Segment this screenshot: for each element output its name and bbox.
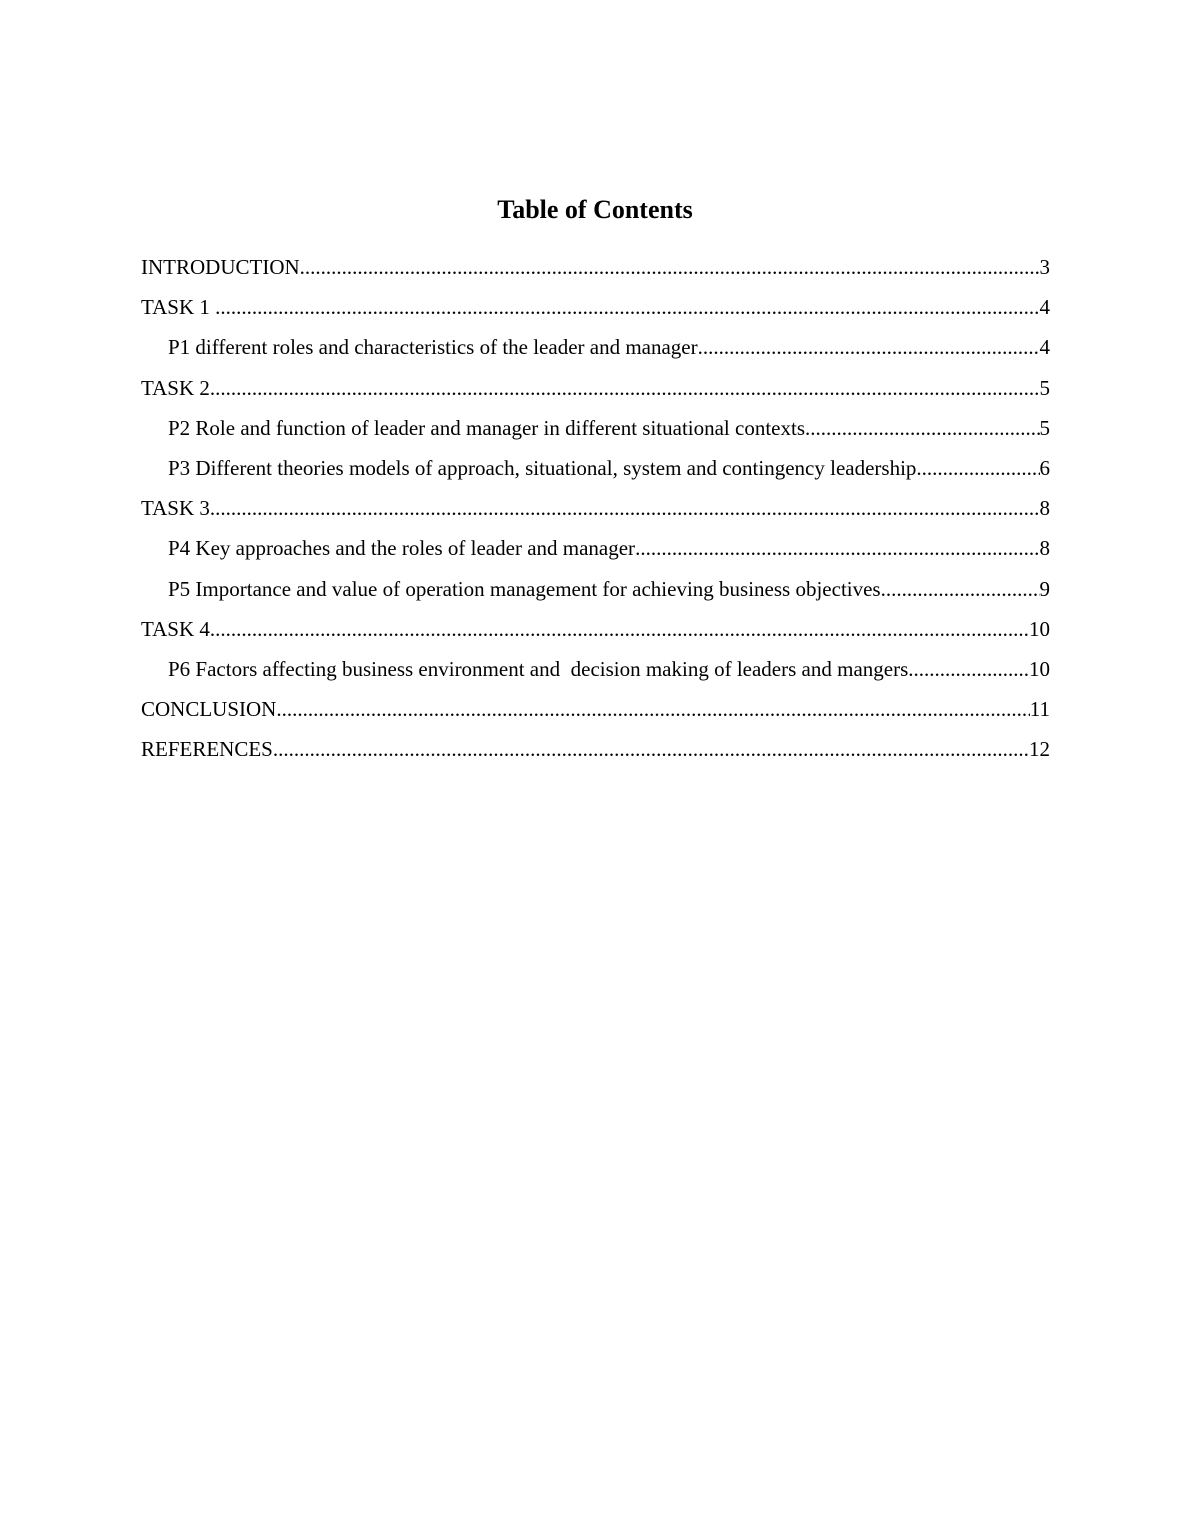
toc-dot-leader [916,451,1039,485]
toc-dot-leader [210,491,1040,525]
toc-page-number: 10 [1029,656,1050,681]
toc-page-number: 10 [1029,616,1050,641]
toc-dot-leader [908,652,1029,686]
toc-dot-leader [273,732,1029,766]
toc-entry-text: P5 Importance and value of operation management for achieving business objectives [168,576,881,601]
toc-entry-p5[interactable] [141,572,1050,612]
toc-dot-leader [805,411,1039,445]
toc-entry-task-4[interactable] [141,612,1050,652]
toc-dot-leader [210,612,1029,646]
toc-page-number: 11 [1029,697,1050,722]
toc-entry-task-3[interactable] [141,491,1050,531]
toc-page-number: 5 [1039,375,1050,400]
toc-entry-text: REFERENCES [141,737,273,762]
toc-dot-leader [635,531,1039,565]
toc-dot-leader [300,250,1040,284]
toc-dot-leader [698,330,1040,364]
toc-entry-p4[interactable] [141,531,1050,571]
toc-entry-text: TASK 1 [141,295,216,320]
toc-entry-p1[interactable] [141,330,1050,370]
toc-entry-text: P4 Key approaches and the roles of leader and manager [168,536,636,561]
toc-page-number: 3 [1039,255,1050,279]
toc-page-number: 9 [1039,576,1050,601]
toc-entry-introduction[interactable] [141,250,1050,290]
toc-page-number: 4 [1039,335,1050,360]
toc-entry-text: CONCLUSION [141,697,277,722]
toc-page-number: 12 [1029,737,1050,762]
toc-entry-task-1[interactable] [141,290,1050,330]
toc-dot-leader [276,692,1029,726]
toc-entry-text: P3 Different theories models of approach, situational, system and contingency leadership [168,455,917,480]
toc-page-number: 8 [1039,496,1050,521]
toc-entry-text: P1 different roles and characteristics of the leader and manager [168,335,698,360]
toc-entry-p3[interactable] [141,451,1050,491]
toc-page-number: 5 [1039,415,1050,440]
toc-entry-text: INTRODUCTION [141,255,300,279]
toc-entry-text: P2 Role and function of leader and manager in different situational contexts [168,415,806,440]
toc-entry-text: P6 Factors affecting business environment and decision making of leaders and mangers [168,656,909,681]
toc-title: Table of Contents [497,195,693,224]
toc-entry-p2[interactable] [141,411,1050,451]
toc-dot-leader [215,290,1039,324]
toc-list [141,250,1050,772]
toc-entry-text: TASK 2 [141,375,210,400]
toc-entry-task-2[interactable] [141,371,1050,411]
toc-page-number: 8 [1039,536,1050,561]
toc-entry-conclusion[interactable] [141,692,1050,732]
toc-page-number: 6 [1039,455,1050,480]
toc-dot-leader [210,371,1040,405]
toc-dot-leader [881,572,1040,606]
toc-entry-text: TASK 4 [141,616,210,641]
toc-entry-p6[interactable] [141,652,1050,692]
toc-entry-text: TASK 3 [141,496,210,521]
toc-entry-references[interactable] [141,732,1050,772]
toc-page-number: 4 [1039,295,1050,320]
